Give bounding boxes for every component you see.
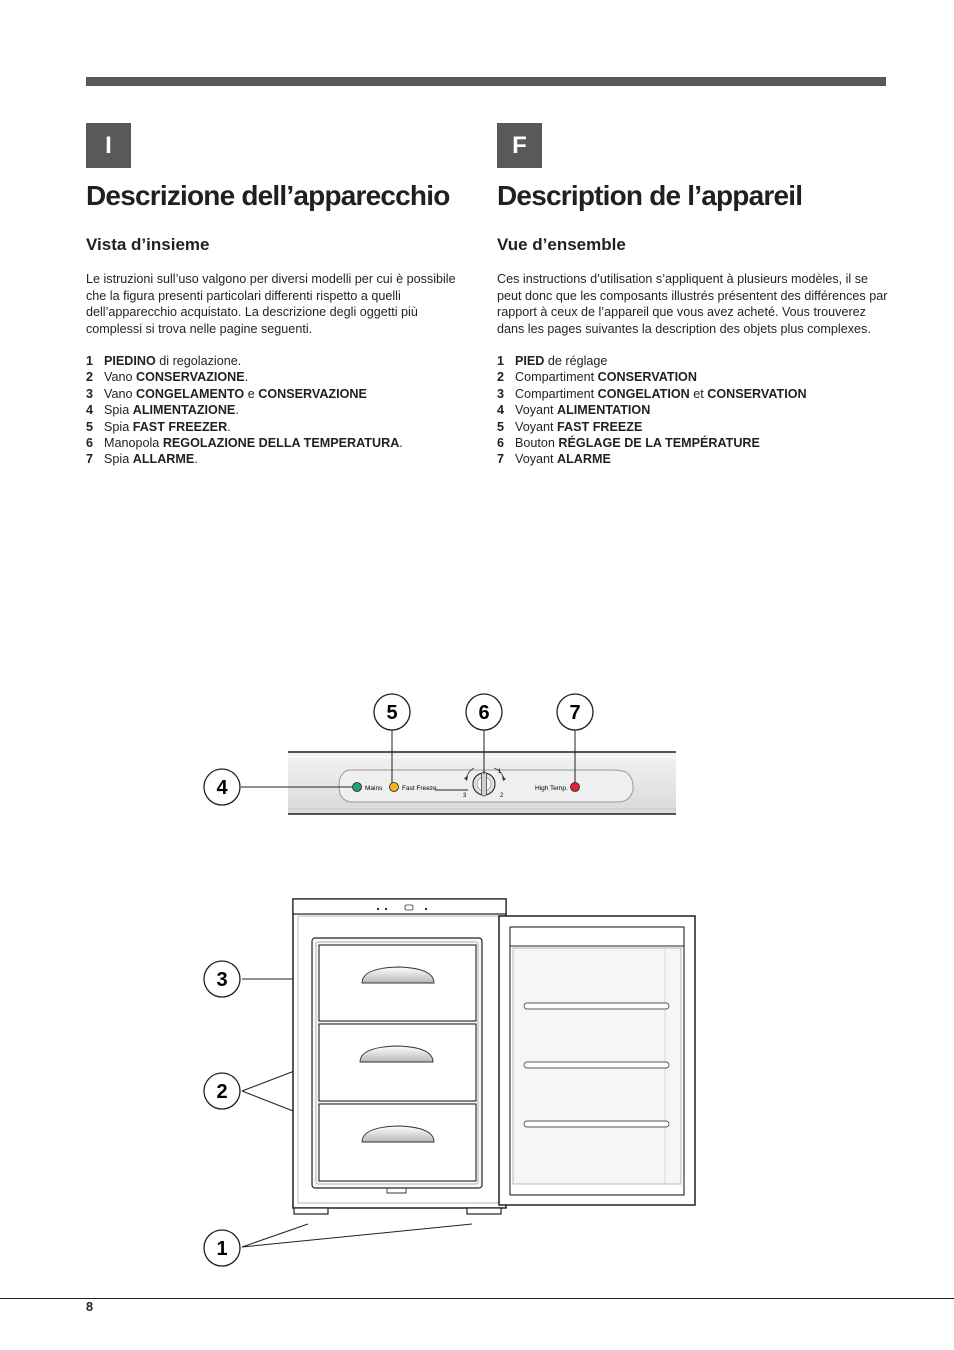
svg-text:2: 2 [500,793,504,799]
svg-text:1: 1 [498,769,502,775]
door-shelf [524,1121,669,1127]
callout-3 [204,961,240,997]
fast-freeze-led [390,783,399,792]
door-shelf [524,1003,669,1009]
section-title-fr: Description de l’appareil [497,180,803,211]
svg-text:4: 4 [216,777,228,799]
drawer-top [319,945,476,1021]
svg-text:2: 2 [216,1081,228,1103]
list-item: 6 Bouton RÉGLAGE DE LA TEMPÉRATURE [497,436,760,451]
section-title-it: Descrizione dell’apparecchio [86,180,450,211]
list-item: 1 PIEDINO di regolazione. [86,354,242,369]
adjustable-foot-left [294,1208,328,1214]
list-item: 4 Spia ALIMENTAZIONE. [86,403,239,418]
callout-7 [557,694,593,730]
high-temp-label: High Temp. [535,785,568,792]
mains-label: Mains [365,785,383,792]
list-item: 3 Compartiment CONGELATION et CONSERVATION [497,386,807,401]
svg-text:1: 1 [216,1238,228,1260]
list-item: 5 Spia FAST FREEZER. [86,419,231,434]
intro-paragraph-fr: Ces instructions d’utilisation s’appliquent à plusieurs modèles, il se peut donc que les composants illustrés présentent des différences par rapport à ceux de l’appareil que vous avez acheté. Vous trouverez dans les pages suivantes la description des objets plus complexes. [497,272,888,336]
drawer-middle [319,1024,476,1101]
svg-text:3: 3 [216,969,228,991]
list-item: 3 Vano CONGELAMENTO e CONSERVAZIONE [86,386,367,401]
svg-text:3: 3 [463,793,467,799]
callout-6 [466,694,502,730]
list-item: 5 Voyant FAST FREEZE [497,419,643,434]
section-subtitle-it: Vista d’insieme [86,235,210,254]
drawer-bottom [319,1104,476,1181]
list-item: 7 Voyant ALARME [497,452,611,467]
freezer-cabinet [293,899,506,1214]
svg-text:6: 6 [478,702,490,724]
callout-5 [374,694,410,730]
high-temp-led [571,783,580,792]
control-panel [288,752,676,814]
callout-4 [204,769,240,805]
svg-text:5: 5 [386,702,398,724]
language-badge-it: I [86,123,131,168]
language-badge-fr: F [497,123,542,168]
list-item: 4 Voyant ALIMENTATION [497,403,651,418]
section-subtitle-fr: Vue d’ensemble [497,235,626,254]
door-shelf [524,1062,669,1068]
adjustable-foot-right [467,1208,501,1214]
footer-rule [0,1298,954,1299]
mains-led [353,783,362,792]
svg-text:7: 7 [569,702,581,724]
list-item: 7 Spia ALLARME. [86,452,198,467]
list-item: 6 Manopola REGOLAZIONE DELLA TEMPERATURA. [86,436,403,451]
callout-2 [204,1073,240,1109]
page-number: 8 [86,1300,94,1314]
list-item: 1 PIED de réglage [497,354,608,369]
list-item: 2 Vano CONSERVAZIONE. [86,370,249,385]
intro-paragraph-it: Le istruzioni sull’uso valgono per diversi modelli per cui è possibile che la figura presenti particolari differenti rispetto a quelli dell’apparecchio acquistato. La descrizione degli oggetti più complessi si trova nelle pagine seguenti. [86,272,456,336]
open-door [499,916,695,1205]
list-item: 2 Compartiment CONSERVATION [497,370,697,385]
fast-freeze-label: Fast Freeze [402,785,437,792]
callout-1 [204,1230,240,1266]
